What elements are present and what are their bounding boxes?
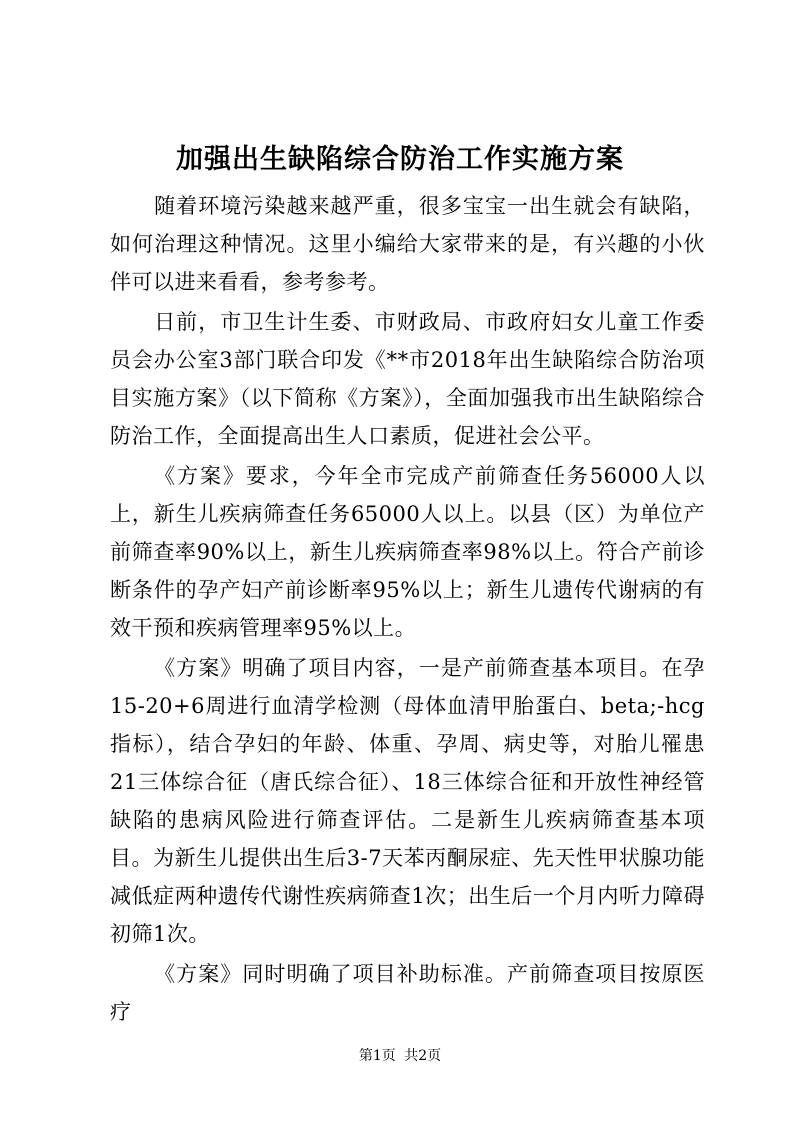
paragraph-subsidy: 《方案》同时明确了项目补助标准。产前筛查项目按原医疗 [110, 962, 705, 1024]
page-number: 第1页 [358, 1048, 396, 1064]
document-body [110, 187, 705, 1031]
paragraph-announcement: 日前，市卫生计生委、市财政局、市政府妇女儿童工作委员会办公室3部门联合印发《**市2018年出生缺陷综合防治项目实施方案》（以下简称《方案》），全面加强我市出生缺陷综合防治工作，全面提高出生人口素质，促进社会公平。 [110, 310, 705, 448]
page-footer [0, 1046, 800, 1066]
page-total: 共2页 [404, 1048, 442, 1064]
paragraph-project-content: 《方案》明确了项目内容，一是产前筛查基本项目。在孕15-20+6周进行血清学检测（母体血清甲胎蛋白、beta;-hcg指标），结合孕妇的年龄、体重、孕周、病史等，对胎儿罹患21三体综合征（唐氏综合征）、18三体综合征和开放性神经管缺陷的患病风险进行筛查评估。二是新生儿疾病筛查基本项目。为新生儿提供出生后3-7天苯丙酮尿症、先天性甲状腺功能减低症两种遗传代谢性疾病筛查1次；出生后一个月内听力障碍初筛1次。 [110, 656, 705, 946]
document-title: 加强出生缺陷综合防治工作实施方案 [176, 144, 624, 175]
paragraph-requirements: 《方案》要求，今年全市完成产前筛查任务56000人以上，新生儿疾病筛查任务65000人以上。以县（区）为单位产前筛查率90%以上，新生儿疾病筛查率98%以上。符合产前诊断条件的孕产妇产前诊断率95%以上；新生儿遗传代谢病的有效干预和疾病管理率95%以上。 [110, 464, 705, 640]
paragraph-intro: 随着环境污染越来越严重，很多宝宝一出生就会有缺陷，如何治理这种情况。这里小编给大家带来的是，有兴趣的小伙伴可以进来看看，参考参考。 [110, 194, 705, 294]
